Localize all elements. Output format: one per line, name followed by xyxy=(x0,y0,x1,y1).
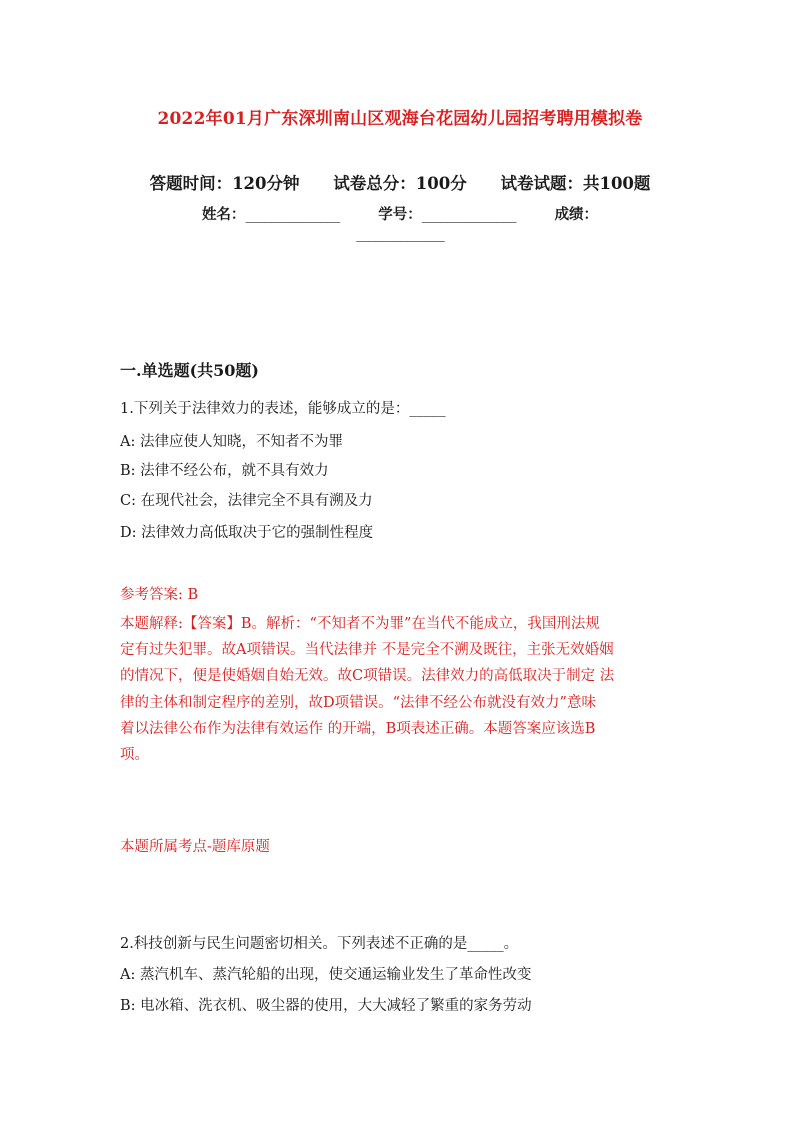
explanation-line: 律的主体和制定程序的差别，故D项错误。“法律不经公布就没有效力”意味 xyxy=(120,694,596,711)
student-info-row xyxy=(0,203,800,224)
question-option: B: 法律不经公布，就不具有效力 xyxy=(120,463,329,479)
id-blank: _______________ xyxy=(421,207,516,223)
question-option: D: 法律效力高低取决于它的强制性程度 xyxy=(120,525,374,541)
explanation-line: 着以法律公布作为法律有效运作 的开端，B项表述正确。本题答案应该选B xyxy=(120,720,596,737)
question-option: B: 电冰箱、洗衣机、吸尘器的使用，大大减轻了繁重的家务劳动 xyxy=(120,998,532,1014)
exam-total-score: 试卷总分：100分 xyxy=(333,174,467,193)
exam-time: 答题时间：120分钟 xyxy=(149,174,300,193)
question-stem: 1.下列关于法律效力的表述，能够成立的是：_____ xyxy=(120,401,446,417)
section-heading: 一.单选题(共50题) xyxy=(120,361,259,380)
question-option: A: 蒸汽机车、蒸汽轮船的出现，使交通运输业发生了革命性改变 xyxy=(120,967,532,983)
answer-explanation xyxy=(120,611,686,768)
question-source: 本题所属考点-题库原题 xyxy=(120,839,270,855)
exam-title: 2022年01月广东深圳南山区观海台花园幼儿园招考聘用模拟卷 xyxy=(157,109,643,129)
question-option: C: 在现代社会，法律完全不具有溯及力 xyxy=(120,493,373,509)
exam-meta-row xyxy=(0,170,800,194)
id-label: 学号： xyxy=(378,206,422,223)
explanation-line: 本题解释:【答案】B。解析：“不知者不为罪”在当代不能成立，我国刑法规 xyxy=(120,616,600,632)
exam-total-questions: 试卷试题：共100题 xyxy=(500,174,651,193)
name-label: 姓名： xyxy=(201,206,246,223)
score-label: 成绩： xyxy=(554,206,599,223)
answer-key: 参考答案: B xyxy=(120,587,199,603)
explanation-line: 定有过失犯罪。故A项错误。当代法律并 不是完全不溯及既往，主张无效婚姻 xyxy=(120,642,614,659)
score-blank: ______________ xyxy=(356,226,444,242)
question-option: A: 法律应使人知晓，不知者不为罪 xyxy=(120,434,343,450)
explanation-line: 项。 xyxy=(120,747,149,764)
explanation-line: 的情况下，便是使婚姻自始无效。故C项错误。法律效力的高低取决于制定 法 xyxy=(120,668,615,685)
name-blank: _______________ xyxy=(245,207,340,223)
question-stem: 2.科技创新与民生问题密切相关。下列表述不正确的是_____。 xyxy=(120,936,519,952)
